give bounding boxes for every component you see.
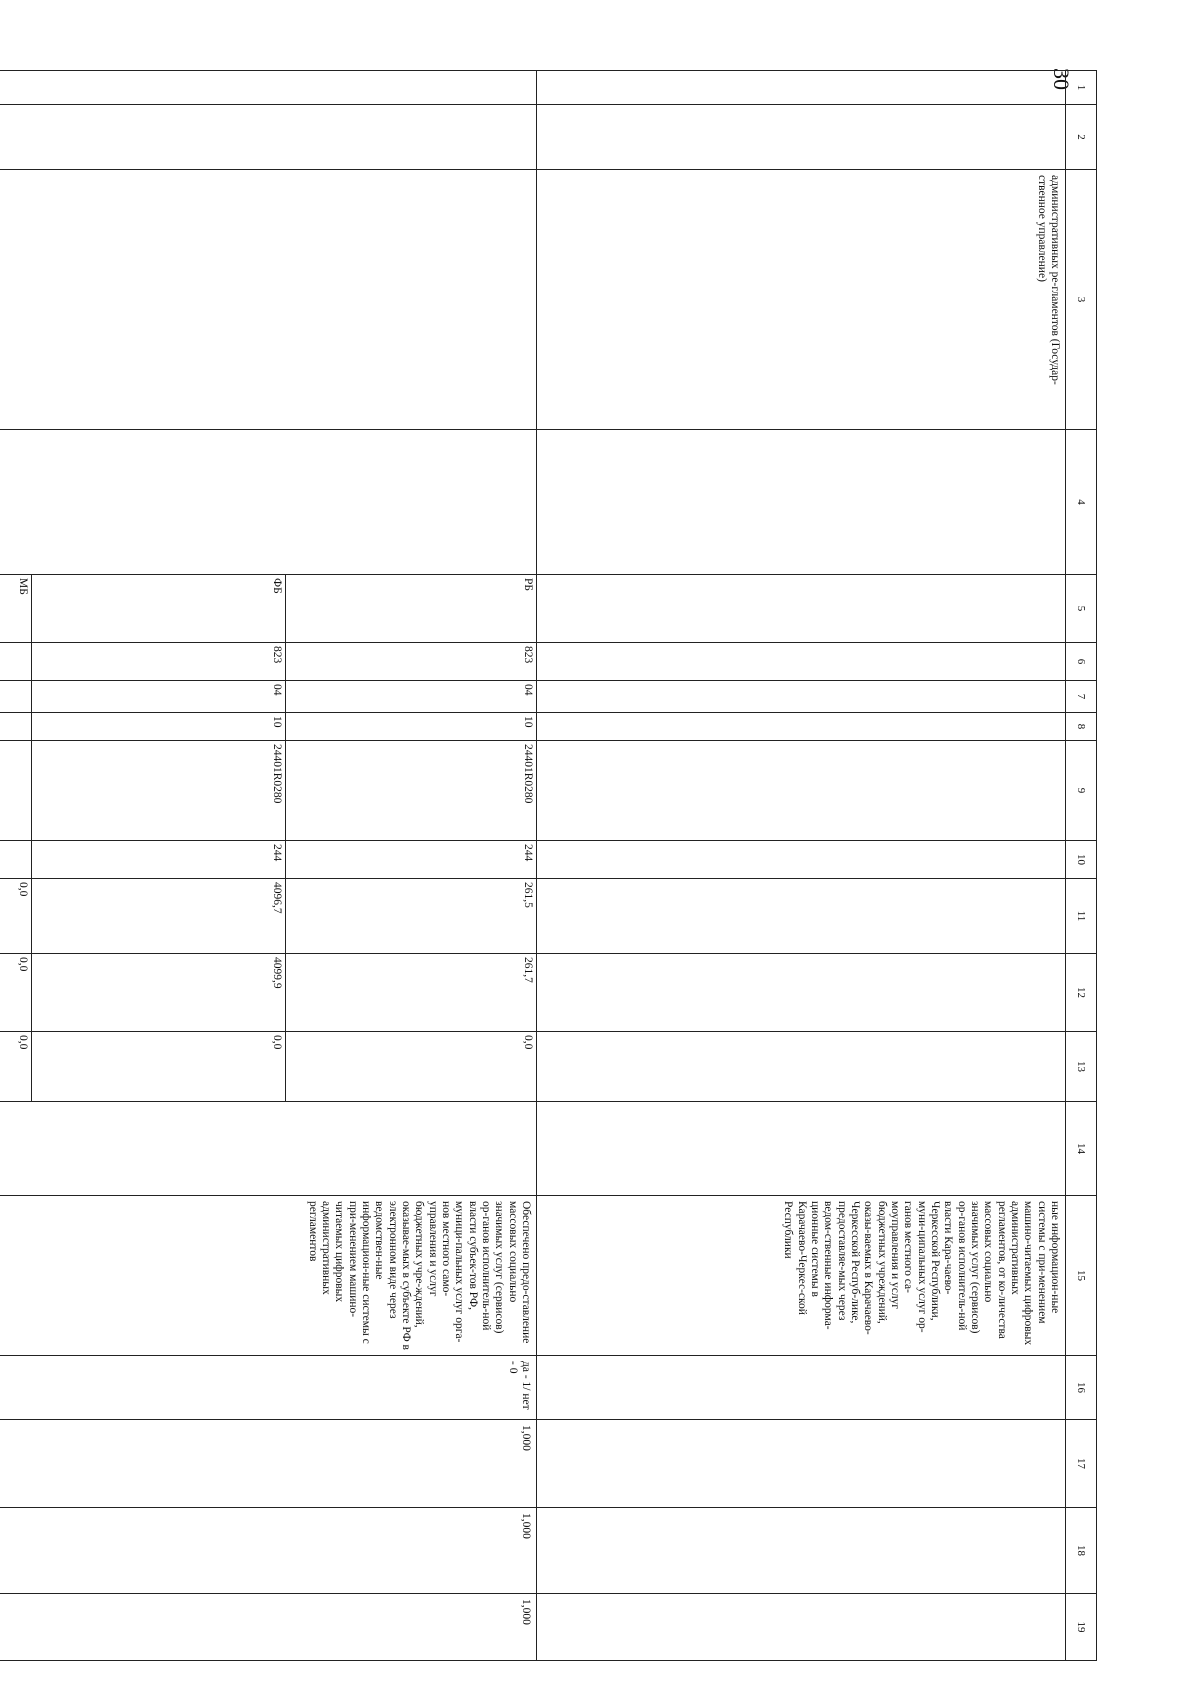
col-header: 8	[1066, 713, 1097, 741]
rotated-table-stage	[16, 70, 1097, 1660]
amount-value: 0,0	[0, 1032, 31, 1101]
amount-value: 0,0	[0, 954, 31, 1031]
target-article-code: 24401R0280	[286, 741, 536, 840]
unit-cell: да - 1/ нет - 0	[0, 1356, 537, 1420]
amount-value: 0,0	[286, 1032, 536, 1101]
table-row	[537, 71, 1066, 1661]
amount-value: 261,7	[286, 954, 536, 1031]
result-description-cell: Обеспечено предо-ставление массовых социально значимых услуг (сервисов) ор-ганов исполнитель-ной власти субъек-тов РФ, муници-пальных услуг орга-нов местного само-управления и услуг бюджетных учре-ждений, оказывае-мых в субъекте РФ в электронном виде через ведомствен-ные информацион-ные системы с при-менением машино-читаемых цифровых административных регламентов	[0, 1196, 537, 1356]
grbs-code: 823	[286, 643, 536, 680]
page-number: 30	[1049, 68, 1074, 90]
col-header: 11	[1066, 879, 1097, 954]
target-value-cell: 1,000	[0, 1508, 537, 1594]
section-code: 04	[286, 681, 536, 712]
col-header: 15	[1066, 1196, 1097, 1356]
expense-type-code: 244	[286, 841, 536, 878]
target-value-cell: 1,000	[0, 1420, 537, 1508]
col-header: 18	[1066, 1508, 1097, 1594]
col-header: 17	[1066, 1420, 1097, 1508]
col-header: 7	[1066, 681, 1097, 713]
col-header: 14	[1066, 1102, 1097, 1196]
amount-value: 4099,9	[31, 954, 286, 1031]
amount-value: 261,5	[286, 879, 536, 953]
col-header: 6	[1066, 643, 1097, 681]
program-table	[0, 70, 1097, 1661]
funding-source: МБ	[0, 575, 31, 642]
grbs-code: 823	[31, 643, 286, 680]
col-header: 9	[1066, 741, 1097, 841]
col-header: 2	[1066, 105, 1097, 170]
source-subtable	[0, 575, 536, 642]
funding-source: ФБ	[31, 575, 286, 642]
funding-source: РБ	[286, 575, 536, 642]
subsection-code: 10	[31, 713, 286, 740]
col-header: 4	[1066, 430, 1097, 575]
col-header: 3	[1066, 170, 1097, 430]
amount-value: 0,0	[31, 1032, 286, 1101]
col-header: 13	[1066, 1032, 1097, 1102]
amount-value: 0,0	[0, 879, 31, 953]
target-article-code: 24401R0280	[31, 741, 286, 840]
col-header: 10	[1066, 841, 1097, 879]
section-code: 04	[31, 681, 286, 712]
header-row	[1066, 71, 1097, 1661]
col-header: 5	[1066, 575, 1097, 643]
expense-type-code: 244	[31, 841, 286, 878]
col-header: 19	[1066, 1594, 1097, 1661]
col-header: 16	[1066, 1356, 1097, 1420]
col-header: 12	[1066, 954, 1097, 1032]
table-row	[0, 71, 537, 1661]
col-header: 1	[1066, 71, 1097, 105]
indicator-cell: ные информацион-ные системы с при-менением машино-читаемых цифровых административных регламентов, от ко-личества массовых социально значимых услуг (сервисов) ор-ганов исполнитель-ной власти Кара-чаево-Черкесской Республики, муни-ципальных услуг ор-ганов местного са-моуправления и услуг бюджетных учреждений, оказы-ваемых в Карачаево-Черкесской Респуб-лике, предоставляе-мых через ведом-ственные информа-ционные системы в Карачаево-Черкес-ской Республики	[537, 1196, 1066, 1356]
target-value-cell: 1,000	[0, 1594, 537, 1661]
activity-name-cell: административных ре-гламентов (Государ-ственное управление)	[537, 170, 1066, 430]
amount-value: 4096,7	[31, 879, 286, 953]
subsection-code: 10	[286, 713, 536, 740]
